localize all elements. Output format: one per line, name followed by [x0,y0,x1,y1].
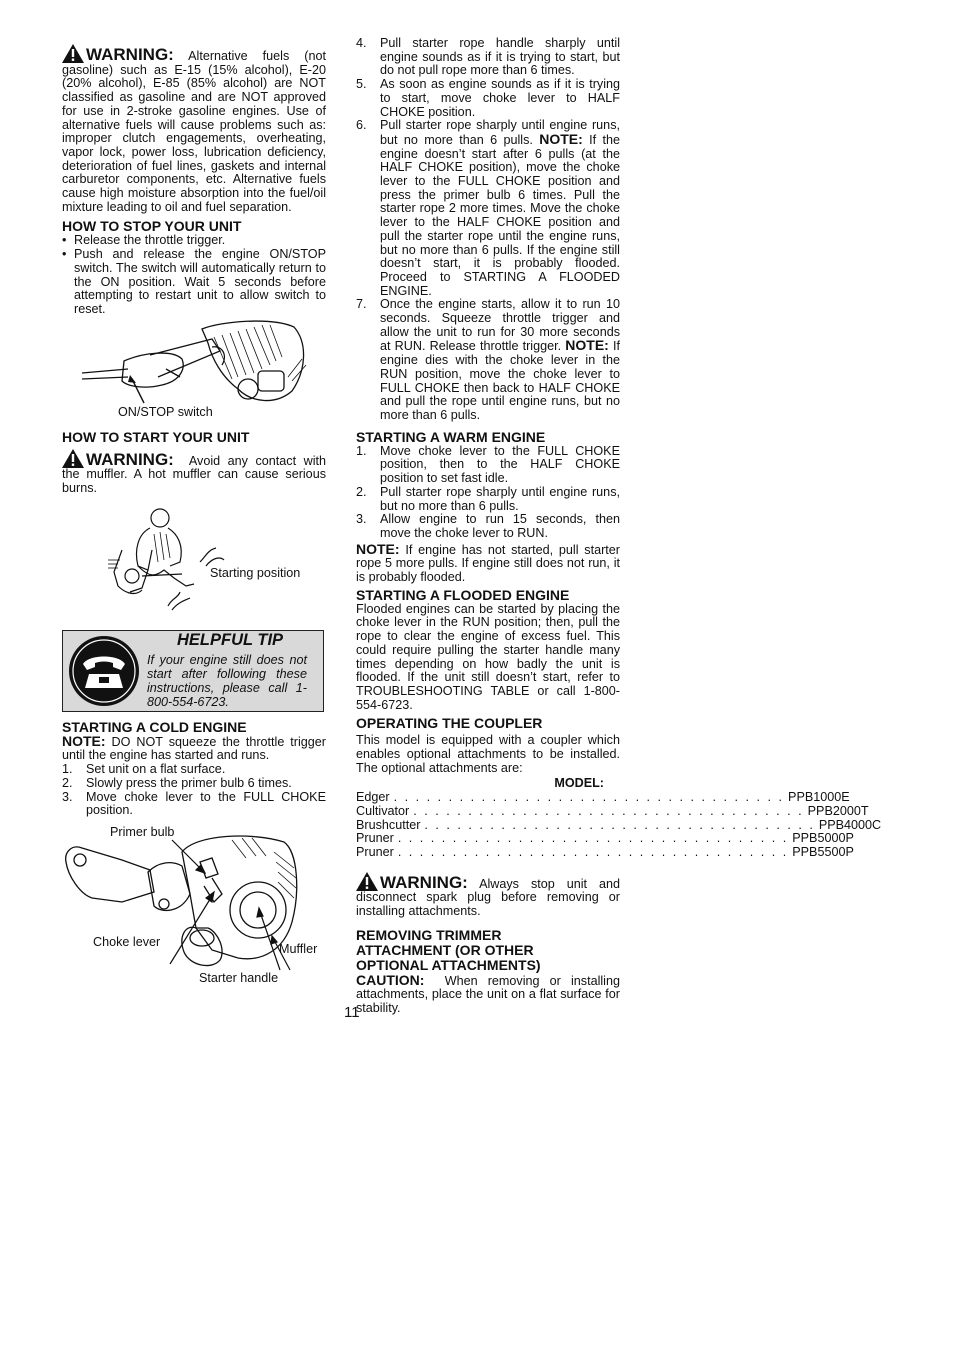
table-row [356,831,854,846]
cold-engine-steps [62,763,326,818]
primer-bulb-label: Primer bulb [110,824,175,839]
list-item [356,37,620,78]
stop-unit-list [62,234,326,316]
page-number: 11 [344,1004,360,1021]
note-label: NOTE: [356,540,400,557]
left-column [62,44,326,996]
step-text: If the engine doesn’t start after 6 pulls (at the HALF CHOKE position), move the choke lever to the FULL CHOKE position and press the primer bulb 6 times. Pull the starter rope 2 more times. Move the choke lever to the HALF CHOKE position and pull the starter rope until the engine runs, but no more than 6 pulls. If the engine still doesn’t start, it is probably flooded. Proceed to STARTING A FLOODED ENGINE. [380,132,621,298]
flooded-engine-heading: STARTING A FLOODED ENGINE [356,586,570,603]
helpful-tip-text: If your engine still does not start after following these instructions, please call 1-800-554-6723. [147,652,307,710]
cold-engine-note [62,732,327,763]
step-number: 3. [356,512,367,527]
table-row [356,844,854,860]
warning-fuels [62,44,326,214]
telephone-icon [67,634,141,708]
list-item [356,445,620,486]
table-row [356,817,882,833]
operator-kneeling-illustration [108,506,258,614]
warm-engine-note [356,540,621,585]
table-row [356,803,869,819]
starter-handle-label: Starter handle [199,970,279,985]
list-item: • Push and release the engine ON/STOP switch. The switch will automatically return to the ON position. Wait 5 seconds before attempting to restart unit to allow switch to reset. [62,248,326,317]
leader-dots: . . . . . . . . . . . . . . . . . . . . . . . . . . . . . . . . . . . . [424,817,815,832]
model-header: MODEL: [554,776,604,791]
caution-label: CAUTION: [356,971,425,988]
list-item [356,513,620,540]
attachment-name: Brushcutter [356,817,421,832]
step-number: 1. [356,443,367,458]
warning-spark-text: Always stop unit and disconnect spark plug before removing or installing attachments. [356,876,620,919]
on-stop-switch-figure [62,317,326,423]
warm-engine-steps [356,445,620,541]
leader-dots: . . . . . . . . . . . . . . . . . . . . . . . . . . . . . . . . . . . . [397,831,789,846]
step-text: Pull starter rope sharply until engine runs, but no more than 6 pulls. [380,118,620,147]
caution-body: When removing or installing attachments, place the unit on a flat surface for stability. [356,973,620,1016]
engine-controls-figure [62,826,326,996]
step-number: 1. [62,762,73,777]
attachment-name: Pruner [356,844,394,859]
step-number: 4. [356,36,367,50]
attachment-model: PPB5000P [792,831,854,846]
step-text: As soon as engine sounds as if it is trying to start, move choke lever to HALF CHOKE position. [380,77,620,119]
list-item [62,777,326,791]
cold-engine-heading: STARTING A COLD ENGINE [62,718,247,735]
cold-engine-steps-continued [356,37,620,423]
helpful-tip-box [62,630,324,712]
step-number: 2. [356,484,367,499]
starting-position-caption: Starting position [210,565,301,580]
note-label: NOTE: [565,337,609,354]
choke-lever-label: Choke lever [93,934,161,949]
attachment-model: PPB1000E [788,790,850,805]
coupler-text: This model is equipped with a coupler which enables optional attachments to be installed. The optional attachments are: [356,733,620,775]
warning-muffler-text: Avoid any contact with the muffler. A hot muffler can cause serious burns. [62,453,327,496]
attachment-model: PPB5500P [792,844,854,859]
list-item: • Release the throttle trigger. [62,234,326,248]
helpful-tip-title: HELPFUL TIP [177,630,284,649]
warning-fuels-text: Alternative fuels (not gasoline) such as E-15 (15% alcohol), E-20 (20% alcohol), E-85 (85% alcohol) are NOT classified as gasoline and are NOT approved for use in 2-stroke gasoline engines. Use of alternative fuels will cause problems such as: improper clutch engagements, overheating, vapor lock, power loss, lubrication deficiency, deterioration of fuel lines, gaskets and internal carburetor components, etc. Alternative fuels cause high moisture absorption into the fuel/oil mixture leading to oil and fuel separation. [62,49,326,214]
warning-label: WARNING: [86,449,174,469]
list-item [356,486,620,513]
attachment-model: PPB2000T [807,803,869,818]
step-number: 2. [62,775,73,790]
list-item [62,763,326,777]
warning-label: WARNING: [380,872,468,892]
on-stop-switch-caption: ON/STOP switch [118,404,213,419]
leader-dots: . . . . . . . . . . . . . . . . . . . . . . . . . . . . . . . . . . . . [397,844,789,859]
warm-engine-note-text: If engine has not started, pull starter rope 5 more pulls. If engine still does not run, it is probably flooded. [356,542,621,585]
attachments-table [356,776,882,859]
coupler-heading: OPERATING THE COUPLER [356,715,543,732]
engine-illustration [62,832,326,988]
list-item [356,298,620,422]
warning-label: WARNING: [86,45,174,64]
step-text: Once the engine starts, allow it to run 10 seconds. Squeeze throttle trigger and allow the unit to run for 30 more seconds at RUN. Release throttle trigger. [380,297,620,354]
caution-text [356,971,620,1016]
warning-triangle-icon [62,44,84,63]
list-item [62,791,326,818]
warning-spark-plug [356,872,620,919]
step-text: Move choke lever to the FULL CHOKE position. [86,789,326,818]
leader-dots: . . . . . . . . . . . . . . . . . . . . . . . . . . . . . . . . . . . . [413,803,804,818]
right-column [356,36,882,1016]
step-text: Pull starter rope sharply until engine runs, but no more than 6 pulls. [380,484,620,513]
step-number: 6. [356,118,367,133]
note-label: NOTE: [539,130,583,147]
warm-engine-heading: STARTING A WARM ENGINE [356,428,546,445]
step-text: Pull starter rope handle sharply until engine sounds as if it is trying to start, but do not pull rope more than 6 times. [380,36,620,78]
warning-triangle-icon [62,449,84,468]
attachment-name: Cultivator [356,803,410,818]
list-item [356,78,620,119]
warning-triangle-icon [356,872,378,891]
stop-unit-heading: HOW TO STOP YOUR UNIT [62,218,242,235]
starting-position-figure [62,506,326,616]
attachment-model: PPB4000C [818,817,882,832]
table-row [356,790,850,805]
warning-muffler [62,449,326,496]
start-unit-heading: HOW TO START YOUR UNIT [62,428,250,445]
removing-heading: REMOVING TRIMMER ATTACHMENT (OR OTHER OPTIONAL ATTACHMENTS) [356,926,541,973]
note-label: NOTE: [62,732,106,749]
step-text: Move choke lever to the FULL CHOKE position, then to the HALF CHOKE position to set fast idle. [380,443,620,486]
leader-dots: . . . . . . . . . . . . . . . . . . . . . . . . . . . . . . . . . . . . [393,790,785,805]
cold-engine-note-text: DO NOT squeeze the throttle trigger until the engine has started and runs. [62,734,327,763]
attachment-name: Edger [356,790,390,805]
step-text: If engine dies with the choke lever in the RUN position, move the choke lever to FULL CHOKE then back to HALF CHOKE and pull the rope until engine runs, but no more than 6 pulls. [380,339,620,422]
attachment-name: Pruner [356,831,394,846]
muffler-label: Muffler [279,941,318,956]
step-text: Set unit on a flat surface. [86,762,226,777]
trimmer-handle-illustration [62,319,326,411]
step-number: 7. [356,297,367,312]
step-text: Slowly press the primer bulb 6 times. [86,775,292,790]
flooded-engine-text: Flooded engines can be started by placing the choke lever in the RUN position; then, pull the rope to clear the engine of excess fuel. This could require pulling the starter handle many times depending on how badly the unit is flooded. If the unit still doesn’t start, refer to TROUBLESHOOTING TABLE or call 1-800-554-6723. [356,601,620,712]
step-number: 5. [356,77,367,92]
step-text: Allow engine to run 15 seconds, then move the choke lever to RUN. [380,512,620,540]
step-number: 3. [62,789,73,804]
list-item [356,119,620,298]
